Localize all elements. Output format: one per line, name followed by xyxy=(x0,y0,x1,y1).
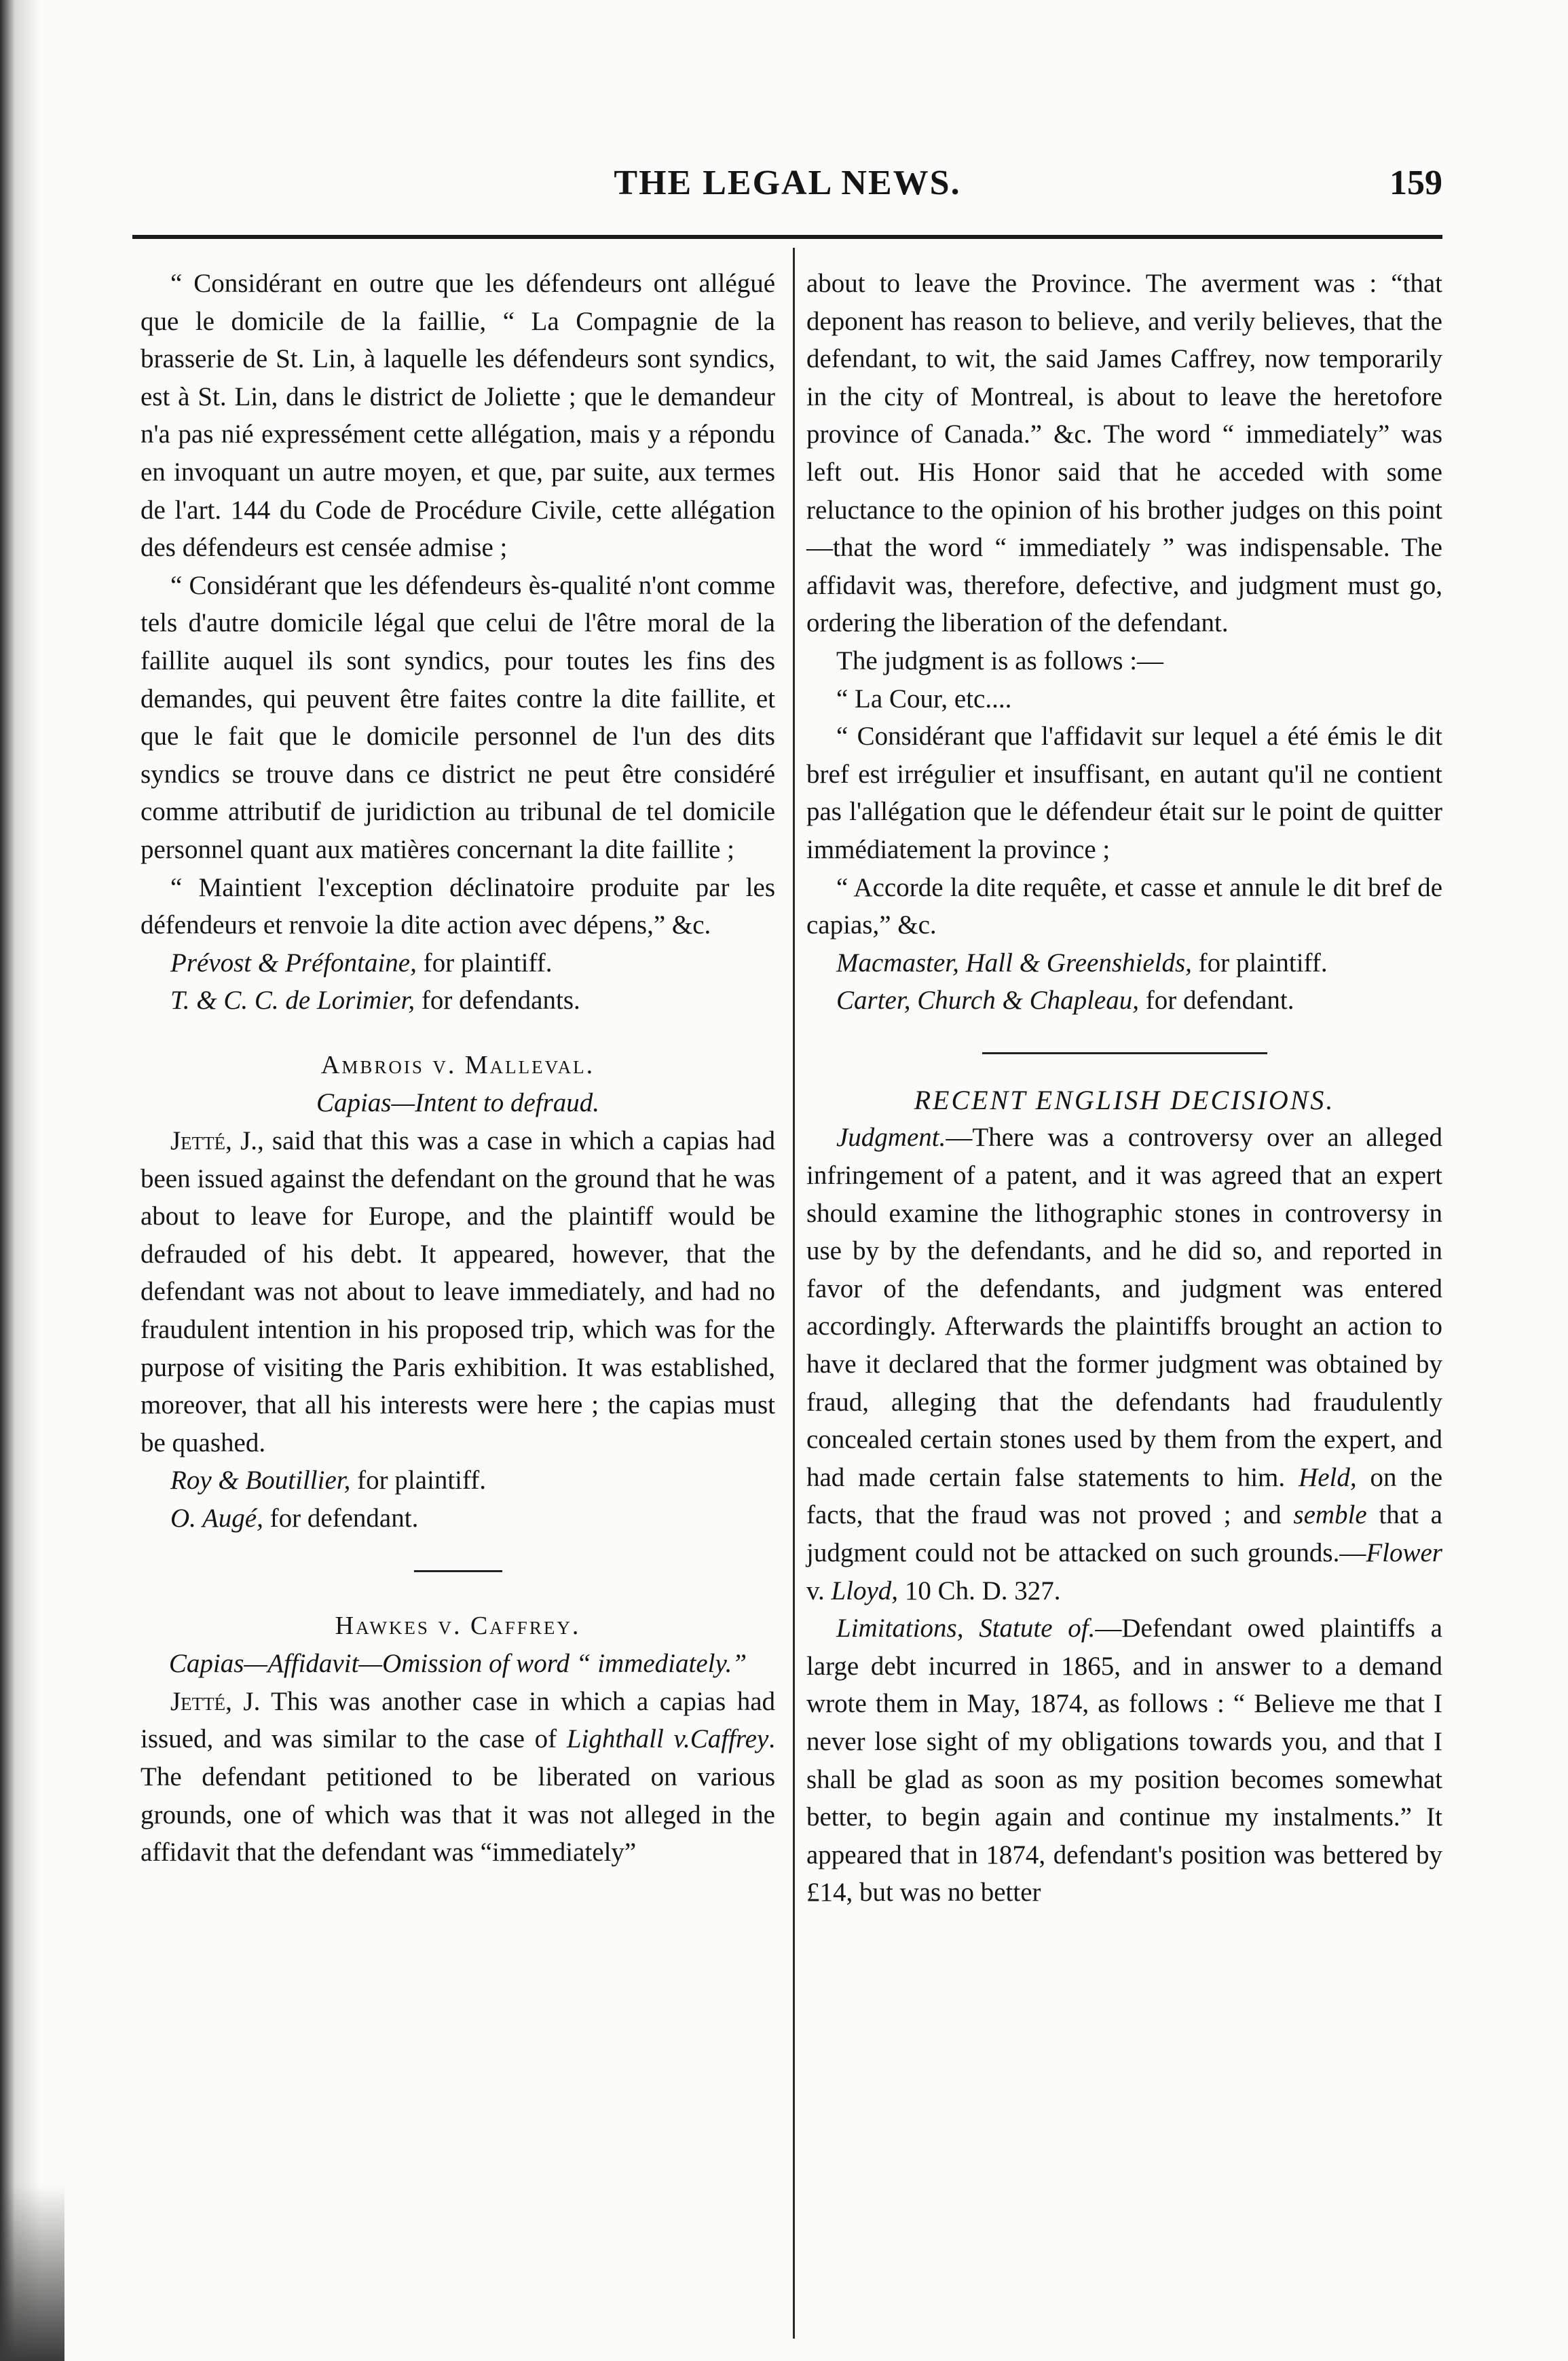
judge-name: Jetté xyxy=(170,1686,226,1716)
decision-lead: Limitations, Statute of. xyxy=(836,1614,1096,1643)
case-subject: Capias—Intent to defraud. xyxy=(316,1088,600,1118)
counsel-role: for plaintiff. xyxy=(416,948,553,978)
case-text: , J., said that this was a case in which a capias had been issued against the defendant on the ground that he was about to leave for Europe, and the plaintiff would be defrauded of his debt. It appeared, however, that the defendant was not about to leave immediately, and had no fraudulent intention in his proposed trip, which was for the purpose of visiting the Paris exhibition. It was established, moreover, that all his interests were here ; the capias must be quashed. xyxy=(141,1126,775,1457)
counsel-names: Roy & Boutillier, xyxy=(170,1466,351,1495)
decision-emphasis: Held, xyxy=(1299,1462,1357,1492)
citation-versus: v. xyxy=(806,1576,832,1605)
case-reference: Lighthall v.Caffrey xyxy=(566,1724,769,1754)
counsel-line xyxy=(806,944,1442,982)
judge-name: Jetté xyxy=(170,1126,226,1156)
paragraph xyxy=(141,1122,775,1462)
counsel-names: Prévost & Préfontaine, xyxy=(170,948,417,978)
section-heading: RECENT ENGLISH DECISIONS. xyxy=(914,1084,1335,1115)
paragraph: about to leave the Province. The averment was : “that deponent has reason to believe, and verily believes, that the defendant, to wit, the said James Caffrey, now temporarily in the city of Montreal, is about to leave the heretofore province of Canada.” &c. The word “ immediately” was left out. His Honor said that he acceded with some reluctance to the opinion of his brother judges on this point—that the word “ immediately ” was indispensable. The affidavit was, therefore, defective, and judgment must go, ordering the liberation of the defendant. xyxy=(806,269,1442,638)
decision-text: —There was a controversy over an alleged infringement of a patent, and it was agreed that an expert should examine the lithographic stones in controversy in use by by the defendants, and he did so, and reported in favor of the defendants, and judgment was entered accordingly. Afterwards the plaintiffs brought an action to have it declared that the former judgment was obtained by fraud, alleging that the defendants had fraudulently concealed certain stones used by them from the expert, and had made certain false statements to him. xyxy=(806,1123,1442,1492)
paragraph: “ Accorde la dite requête, et casse et annule le dit bref de capias,” &c. xyxy=(806,872,1442,940)
decision-emphasis: semble xyxy=(1293,1500,1367,1530)
counsel-role: for defendants. xyxy=(415,986,580,1016)
paragraph: “ Considérant en outre que les défendeurs ont allégué que le domicile de la faillie, “ La Compagnie de la brasserie de St. Lin, à laquelle les défendeurs sont syndics, est à St. Lin, dans le district de Joliette ; que le demandeur n'a pas nié expressément cette allégation, mais y a répondu en invoquant un autre moyen, et que, par suite, aux termes de l'art. 144 du Code de Procédure Civile, cette allégation des défendeurs est censée admise ; xyxy=(141,269,775,563)
paragraph xyxy=(806,1119,1442,1610)
citation-reference: 10 Ch. D. 327. xyxy=(898,1576,1061,1605)
decision-lead: Judgment. xyxy=(836,1123,946,1153)
counsel-role: for plaintiff. xyxy=(350,1466,487,1495)
case-title: Ambrois v. Malleval. xyxy=(320,1050,595,1079)
paragraph xyxy=(141,1683,775,1872)
right-column xyxy=(806,265,1442,1912)
paragraph: The judgment is as follows :— xyxy=(836,646,1164,675)
paragraph: “ La Cour, etc.... xyxy=(836,684,1012,713)
page-number: 159 xyxy=(1389,164,1442,202)
counsel-names: O. Augé, xyxy=(170,1504,263,1533)
counsel-names: T. & C. C. de Lorimier, xyxy=(170,986,415,1016)
header-rule xyxy=(132,235,1442,239)
counsel-line xyxy=(141,944,775,982)
separator-rule xyxy=(414,1570,502,1572)
page-binding-edge xyxy=(0,0,64,2361)
citation-party: Flower xyxy=(1366,1538,1442,1567)
counsel-line xyxy=(141,1500,775,1538)
counsel-line xyxy=(806,982,1442,1020)
running-title: THE LEGAL NEWS. xyxy=(614,164,961,202)
decision-text: —Defendant owed plaintiffs a large debt incurred in 1865, and in answer to a demand wrote them in May, 1874, as follows : “ Believe me that I never lose sight of my obligations towards you, and that I shall be glad as soon as my position becomes somewhat better, to begin again and continue my instalments.” It appeared that in 1874, defendant's position was bettered by £14, but was no better xyxy=(806,1614,1442,1908)
paragraph xyxy=(806,1610,1442,1912)
decision-text: that a judgment could not be attacked on such grounds.— xyxy=(806,1500,1442,1567)
case-text: , J. This was another case in which a capias had issued, and was similar to the case of xyxy=(141,1686,775,1754)
case-subject: Capias—Affidavit—Omission of word “ immediately.” xyxy=(168,1649,747,1679)
paragraph: “ Maintient l'exception déclinatoire produite par les défendeurs et renvoie la dite action avec dépens,” &c. xyxy=(141,872,775,940)
separator-rule xyxy=(982,1052,1267,1054)
citation-party: Lloyd, xyxy=(831,1576,899,1605)
column-divider xyxy=(793,248,795,2339)
counsel-names: Macmaster, Hall & Greenshields, xyxy=(836,948,1192,978)
left-column xyxy=(141,265,775,1872)
counsel-line xyxy=(141,1462,775,1500)
case-title: Hawkes v. Caffrey. xyxy=(335,1611,581,1640)
case-text: . The defendant petitioned to be liberated on various grounds, one of which was that it was not alleged in the affidavit that the defendant was “immediately” xyxy=(141,1724,776,1867)
paragraph: “ Considérant que l'affidavit sur lequel a été émis le dit bref est irrégulier et insuffisant, en autant qu'il ne contient pas l'allégation que le défendeur était sur le point de quitter immédiatement la province ; xyxy=(806,722,1442,864)
counsel-role: for plaintiff. xyxy=(1191,948,1328,978)
counsel-line xyxy=(141,982,775,1020)
decision-text: on the facts, that the fraud was not proved ; and xyxy=(806,1462,1442,1530)
page-header xyxy=(132,163,1442,217)
counsel-role: for defendant. xyxy=(1139,986,1294,1016)
paragraph: “ Considérant que les défendeurs ès-qualité n'ont comme tels d'autre domicile légal que celui de l'être moral de la faillite auquel ils sont syndics, pour toutes les fins des demandes, qui peuvent être faites contre la dite faillite, et que le fait que le domicile personnel de l'un des dits syndics se trouve dans ce district ne peut être considéré comme attributif de juridiction au tribunal de tel domicile personnel quant aux matières concernant la dite faillite ; xyxy=(141,570,775,864)
counsel-names: Carter, Church & Chapleau, xyxy=(836,986,1139,1016)
counsel-role: for defendant. xyxy=(263,1504,419,1533)
